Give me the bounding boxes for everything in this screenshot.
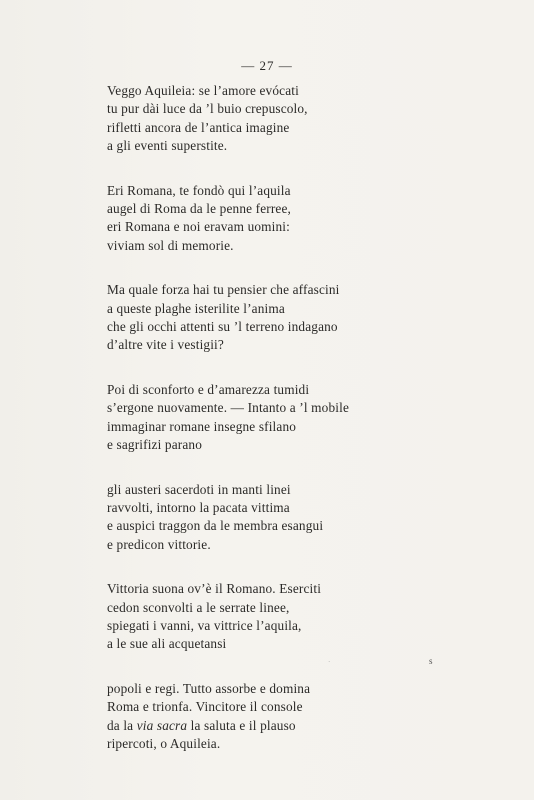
verse-line: Roma e trionfa. Vincitore il console <box>107 699 303 715</box>
verse-line: cedon sconvolti a le serrate linee, <box>107 599 290 615</box>
poem <box>107 82 407 753</box>
stanza-1 <box>107 82 407 156</box>
verse-line: augel di Roma da le penne ferree, <box>107 201 292 217</box>
verse-line: Poi di sconforto e d’amarezza tumidi <box>107 381 310 397</box>
verse-line: rifletti ancora de l’antica imagine <box>107 119 290 135</box>
verse-line: che gli occhi attenti su ’l terreno indagano <box>107 319 338 335</box>
verse-line: e sagrifizi parano <box>107 437 202 453</box>
stanza-2 <box>107 182 407 256</box>
verse-line: tu pur dài luce da ’l buio crepuscolo, <box>107 101 308 117</box>
verse-line: ravvolti, intorno la pacata vittima <box>107 499 290 515</box>
verse-line: gli austeri sacerdoti in manti linei <box>107 481 291 497</box>
verse-line: Ma quale forza hai tu pensier che affascini <box>107 282 340 298</box>
margin-mark: s <box>429 656 433 666</box>
page-number: — 27 — <box>241 58 293 73</box>
verse-line: s’ergone nuovamente. — Intanto a ’l mobile <box>107 400 350 416</box>
verse-line: ripercoti, o Aquileia. <box>107 735 221 751</box>
verse-line: a queste plaghe isterilite l’anima <box>107 300 285 316</box>
verse-line: viviam sol di memorie. <box>107 237 234 253</box>
stanza-3 <box>107 281 407 355</box>
verse-line: Veggo Aquileia: se l’amore evócati <box>107 83 299 98</box>
margin-dot: · <box>328 658 331 666</box>
verse-line: d’altre vite i vestigii? <box>107 337 224 353</box>
verse-line: e auspici traggon da le membra esangui <box>107 518 324 534</box>
verse-line: spiegati i vanni, va vittrice l’aquila, <box>107 617 302 633</box>
verse-line: eri Romana e noi eravam uomini: <box>107 219 290 235</box>
verse-line-with-italic: da la via sacra la saluta e il plauso <box>107 717 296 733</box>
verse-line: a gli eventi superstite. <box>107 138 228 154</box>
verse-line: Vittoria suona ov’è il Romano. Eserciti <box>107 581 322 597</box>
verse-line: immaginar romane insegne sfilano <box>107 418 297 434</box>
stanza-4 <box>107 381 407 455</box>
stanza-6 <box>107 580 407 654</box>
stanza-7 <box>107 680 407 754</box>
verse-line: Eri Romana, te fondò qui l’aquila <box>107 182 291 198</box>
verse-line: popoli e regi. Tutto assorbe e domina <box>107 680 311 696</box>
stanza-5 <box>107 481 407 555</box>
italic-phrase: via sacra <box>136 717 188 733</box>
verse-line: a le sue ali acquetansi <box>107 636 227 652</box>
verse-line: e predicon vittorie. <box>107 536 211 552</box>
